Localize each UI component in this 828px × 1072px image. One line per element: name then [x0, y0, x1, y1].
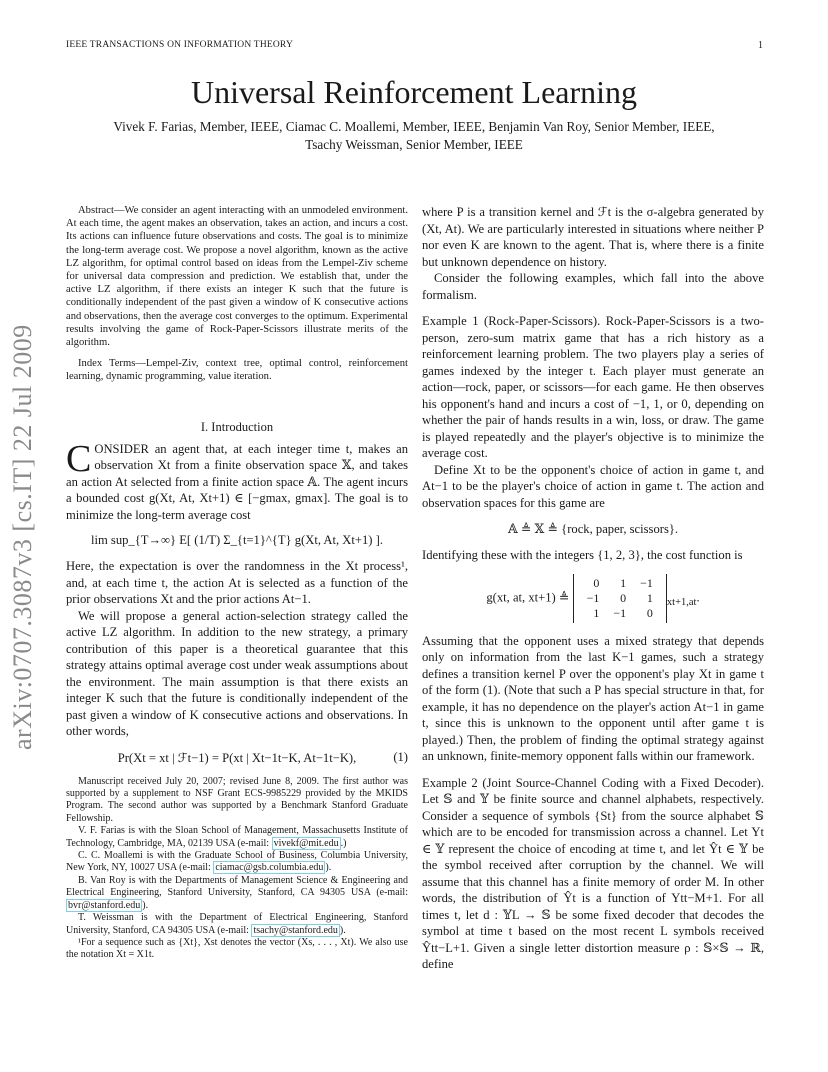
footnote-farias: [66, 825, 408, 850]
index-terms: Index Terms—Lempel-Ziv, context tree, optimal control, reinforcement learning, dynamic programming, value iteration.: [66, 358, 408, 383]
equation-1: [66, 750, 408, 766]
footnote-vanroy-text: B. Van Roy is with the Departments of Management Science & Engineering and Electrical Engineering, Stanford University, Stanford, CA 94305 USA (e-mail:: [66, 874, 408, 899]
cost-matrix-cell: 0: [646, 605, 653, 620]
footnote-weissman-text: T. Weissman is with the Department of Electrical Engineering, Stanford University, Stanford, CA 94305 USA (e-mail:: [66, 912, 408, 936]
example-1-paragraph-2: Define Xt to be the opponent's choice of action in game t, and At−1 to be the player's choice of action in game t. The action and observation spaces for this game are: [422, 462, 764, 510]
equation-spaces: 𝔸 ≜ 𝕏 ≜ {rock, paper, scissors}.: [507, 522, 679, 536]
email-link-farias[interactable]: vivekf@mit.edu: [273, 837, 339, 849]
intro-paragraph-1: [66, 437, 408, 524]
page-number: 1: [758, 40, 763, 51]
example-2: Example 2 (Joint Source-Channel Coding with a Fixed Decoder). Let 𝕊 and 𝕐 be finite source and channel alphabets, respectively. Consider a sequence of symbols {St} from the source alphabet 𝕊 which are to be encoded for transmission across a channel. Let Yt ∈ 𝕐 represent the choice of encoding at time t, and let Ŷt ∈ 𝕐 be the symbol received after corruption by the channel. We will assume that this channel has a finite memory of order M. In other words, the distribution of Ŷt is a function of Ytt−M+1. For all times t, let d : 𝕐L → 𝕊 be some fixed decoder that decodes the symbol at time t based on the most recent L symbols received Ŷtt−L+1. Given a single letter distortion measure ρ : 𝕊×𝕊 → ℝ, define: [422, 775, 764, 971]
footnote-manuscript: Manuscript received July 20, 2007; revised June 8, 2009. The first author was supported by a supplement to NSF Grant ECS-9985229 provided by the MKIDS Program. The second author was supported by a Benchmark Stanford Graduate Fellowship.: [66, 775, 408, 824]
cost-matrix-subscript: xt+1,at: [666, 596, 697, 608]
cost-matrix: [573, 574, 667, 623]
intro-paragraph-2: Here, the expectation is over the randomness in the Xt process¹, and, at each time t, the action At is selected as a function of the prior observations Xt and the prior actions At−1.: [66, 559, 408, 607]
footnote-moallemi: [66, 850, 408, 875]
footnote-moallemi-text: C. C. Moallemi is with the Graduate School of Business, Columbia University, New York, NY, 10027 USA (e-mail:: [66, 850, 408, 874]
cost-matrix-lhs: g(xt, at, xt+1) ≜: [486, 589, 570, 604]
email-link-moallemi[interactable]: ciamac@gsb.columbia.edu: [215, 862, 324, 874]
author-list: Vivek F. Farias, Member, IEEE, Ciamac C. Moallemi, Member, IEEE, Benjamin Van Roy, Senior Member, IEEE, Tsachy Weissman, Senior Member, IEEE: [113, 119, 715, 152]
cost-matrix-cell: −1: [613, 605, 627, 620]
cost-matrix-row: [580, 576, 660, 591]
email-link-weissman[interactable]: tsachy@stanford.edu: [253, 924, 338, 936]
footnote-weissman-end: ).: [339, 924, 346, 936]
footnote-vanroy-end: ).: [142, 899, 149, 911]
cost-matrix-row: [580, 606, 660, 621]
cost-matrix-table: [580, 576, 660, 621]
drop-cap: C: [66, 437, 92, 480]
cost-matrix-cell: 0: [593, 575, 600, 590]
arxiv-stamp: arXiv:0707.3087v3 [cs.IT] 22 Jul 2009: [8, 324, 37, 750]
cost-matrix-cell: 1: [646, 590, 653, 605]
footnote-farias-end: .): [340, 837, 347, 849]
equation-cost-matrix: g(xt, at, xt+1) ≜ 0 1 −1 −1 0 1 1 −1 0 $_{xt+1,at}$.: [422, 574, 764, 623]
cost-matrix-cell: −1: [586, 590, 600, 605]
right-paragraph-2: Consider the following examples, which fall into the above formalism.: [422, 271, 764, 302]
journal-header: IEEE TRANSACTIONS ON INFORMATION THEORY: [66, 40, 294, 50]
right-column: [422, 204, 764, 973]
equation-average-cost: lim sup_{T→∞} E[ (1/T) Σ_{t=1}^{T} g(Xt, At, Xt+1) ].: [90, 533, 383, 548]
footnote-farias-text: V. F. Farias is with the Sloan School of Management, Massachusetts Institute of Technology, Cambridge, MA, 02139 USA (e-mail:: [66, 825, 408, 849]
left-column: [66, 204, 408, 962]
intro-paragraph-3: We will propose a general action-selection strategy called the active LZ algorithm. In addition to the new strategy, a primary contribution of this paper is a theoretical guarantee that this strategy attains optimal average cost under weak assumptions about the environment. The main assumption is that there exists an integer K such that the future is conditionally independent of the past given a window of K consecutive actions and observations. In other words,: [66, 608, 408, 739]
paper-title: Universal Reinforcement Learning: [190, 74, 638, 110]
cost-matrix-cell: −1: [640, 575, 653, 590]
equation-1-number: (1): [393, 749, 408, 764]
footnotes: [66, 776, 408, 962]
example-1: Example 1 (Rock-Paper-Scissors). Rock-Paper-Scissors is a two-person, zero-sum matrix game that has a rich history as a reinforcement learning problem. The two players play a series of games indexed by the integer t. Each player must generate an action—rock, paper, or scissors—for each game. He then observes his opponent's hand and incurs a cost of −1, 1, or 0, depending on whether the pair of hands results in a win, loss, or draw. The game is played repeatedly and the player's objective is to minimize the average cost.: [422, 314, 764, 460]
example-1-paragraph-3: Identifying these with the integers {1, 2, 3}, the cost function is: [422, 548, 743, 562]
cost-matrix-cell: 0: [620, 590, 627, 605]
section-heading: I. Introduction: [200, 419, 274, 434]
cost-matrix-cell: 1: [593, 605, 600, 620]
cost-matrix-row: [580, 591, 660, 606]
example-1-paragraph-4: Assuming that the opponent uses a mixed strategy that depends only on information from the last K−1 games, such a strategy defines a transition kernel P over the opponent's play Xt in game t of the form (1). (Note that such a P has special structure in that, for example, it has no dependence on the player's action At−1 in game t, since this is unknown to the opponent until after game t is played.) Then, the problem of finding the optimal strategy against an unknown, finite-memory opponent falls within our framework.: [422, 633, 764, 763]
right-paragraph-1: where P is a transition kernel and ℱt is the σ-algebra generated by (Xt, At). We are particularly interested in situations where neither P nor even K are known to the agent. That is, where there is a finite but unknown dependence on history.: [422, 205, 764, 269]
intro-p1-text: ONSIDER an agent that, at each integer time t, makes an observation Xt from a finite observation space 𝕏, and takes an action At selected from a finite action space 𝔸. The agent incurs a bounded cost g(Xt, At, Xt+1) ∈ [−gmax, gmax]. The goal is to minimize the long-term average cost: [66, 441, 408, 522]
footnote-weissman: [66, 912, 408, 937]
email-link-vanroy[interactable]: bvr@stanford.edu: [68, 899, 141, 911]
abstract: Abstract—We consider an agent interacting with an unmodeled environment. At each time, the agent makes an observation, takes an action, and incurs a cost. Its actions can influence future observations and costs. The goal is to minimize the long-term average cost. We propose a novel algorithm, known as the active LZ algorithm, for optimal control based on ideas from the Lempel-Ziv scheme for universal data compression and prediction. We establish that, under the active LZ algorithm, if there exists an integer K such that the future is conditionally independent of the past given a window of K consecutive actions and observations, then the average cost converges to the optimum. Experimental results involving the game of Rock-Paper-Scissors illustrate merits of the algorithm.: [66, 205, 408, 349]
cost-matrix-cell: 1: [620, 575, 627, 590]
footnote-moallemi-end: ).: [325, 862, 332, 874]
equation-1-body: Pr(Xt = xt | ℱt−1) = P(xt | Xt−1t−K, At−1t−K),: [117, 750, 357, 765]
footnote-1: ¹For a sequence such as {Xt}, Xst denotes the vector (Xs, . . . , Xt). We also use the notation Xt = X1t.: [66, 936, 408, 961]
footnote-vanroy: [66, 875, 408, 912]
